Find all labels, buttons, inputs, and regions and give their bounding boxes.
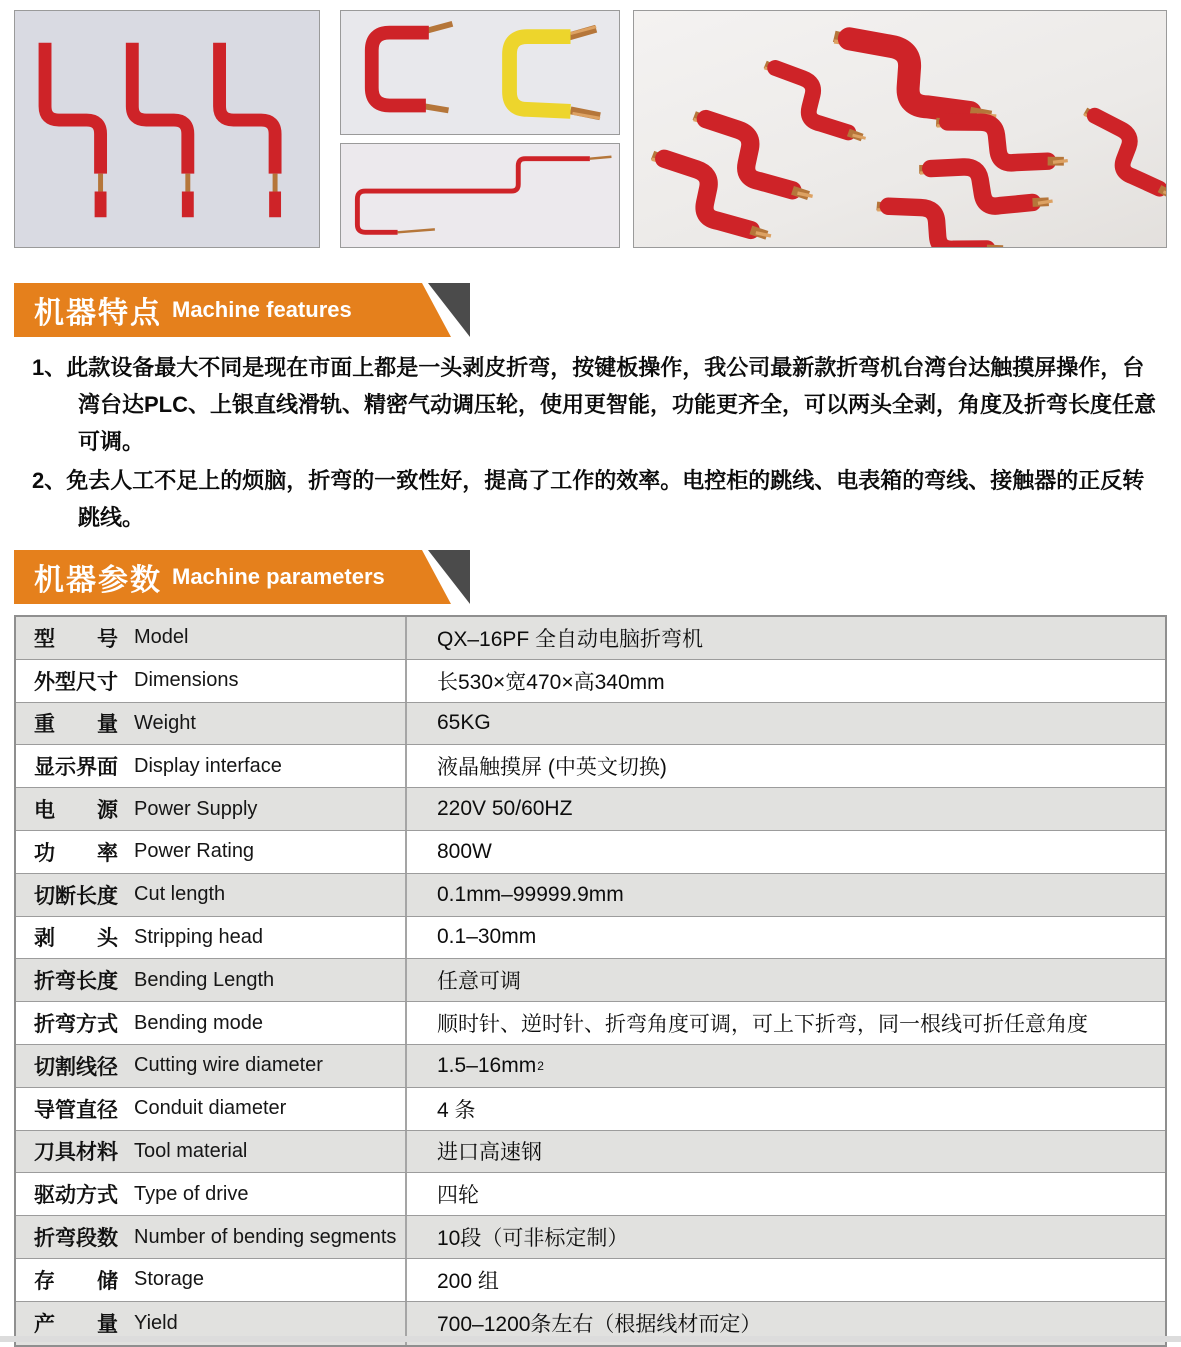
parameter-label-cn: 产 量 [34,1313,118,1337]
parameter-row [16,703,1165,746]
parameter-row [16,874,1165,917]
parameter-row [16,1002,1165,1045]
parameter-value: 10段（可非标定制） [437,1227,629,1251]
parameter-label-en: Cut length [134,883,226,906]
parameter-value: 0.1–30mm [437,925,537,949]
parameter-label-cell [16,745,407,787]
parameter-value: 任意可调 [437,970,521,994]
photo-middle-column [340,10,620,248]
page-bottom-strip [0,1336,1181,1342]
parameter-label-cn: 剥 头 [34,927,118,951]
parameter-value: 700–1200条左右（根据线材而定） [437,1313,762,1337]
parameter-label-cell [16,660,407,702]
parameter-value: 0.1mm–99999.9mm [437,882,624,906]
parameter-label-cell [16,959,407,1001]
parameter-value: 进口高速钢 [437,1141,542,1165]
photo-long-stepped-wire [340,143,620,248]
parameter-label-cn: 功 率 [34,841,118,865]
features-list [32,349,1161,536]
parameter-value: 液晶触摸屏 (中英文切换) [437,756,667,780]
parameter-row [16,1173,1165,1216]
parameter-label-cn: 驱动方式 [34,1184,118,1208]
parameter-label-cn: 重 量 [34,713,118,737]
parameter-value: 220V 50/60HZ [437,797,573,821]
feature-number: 1、 [32,355,67,380]
parameter-label-cell [16,617,407,659]
parameter-label-cn: 外型尺寸 [34,670,118,694]
parameter-label-cn: 折弯段数 [34,1227,118,1251]
photo-three-z-bent-wires [14,10,320,248]
parameters-banner-title-cn: 机器参数 [34,564,162,597]
parameter-value: 200 组 [437,1269,499,1293]
parameter-label-en: Dimensions [134,669,239,692]
parameter-label-cell [16,1173,407,1215]
parameter-label-cell [16,1259,407,1301]
feature-number: 2、 [32,468,67,493]
parameter-row [16,1259,1165,1302]
parameter-row [16,959,1165,1002]
parameter-label-cell [16,1088,407,1130]
wire-pile-illustration [634,11,1166,247]
parameter-label-en: Display interface [134,754,282,777]
parameter-value: 长530×宽470×高340mm [437,670,665,694]
features-banner-title-cn: 机器特点 [34,297,162,330]
parameters-banner-title [34,550,385,604]
photo-u-bent-wires [340,10,620,135]
parameter-row [16,660,1165,703]
parameter-row [16,917,1165,960]
parameter-label-en: Power Rating [134,840,255,863]
parameter-label-en: Bending Length [134,968,275,991]
parameter-label-cell [16,1131,407,1173]
parameter-row [16,1216,1165,1259]
parameter-label-cell [16,703,407,745]
parameter-value: 800W [437,839,492,863]
product-photos-row [14,10,1167,248]
parameter-label-en: Number of bending segments [134,1225,397,1248]
feature-item-2 [32,462,1161,536]
parameter-label-en: Tool material [134,1139,248,1162]
parameter-label-cell [16,788,407,830]
parameter-label-cn: 导管直径 [34,1098,118,1122]
parameter-label-cn: 折弯方式 [34,1013,118,1037]
parameter-row [16,1045,1165,1088]
long-stepped-wire-illustration [341,144,619,247]
parameter-label-en: Storage [134,1268,205,1291]
parameter-label-cell [16,1045,407,1087]
parameter-value: 1.5–16mm 2 [437,1053,544,1077]
parameters-banner [14,550,484,604]
feature-text: 此款设备最大不同是现在市面上都是一头剥皮折弯，按键板操作，我公司最新款折弯机台湾台达触摸屏操作，台湾台达PLC、上银直线滑轨、精密气动调压轮，使用更智能，功能更齐全，可以两头全剥，角度及折弯长度任意可调。 [66,355,1157,454]
parameter-label-en: Conduit diameter [134,1097,287,1120]
features-banner [14,283,484,337]
parameter-label-cell [16,1216,407,1258]
parameter-label-cell [16,1002,407,1044]
parameter-label-cell [16,831,407,873]
parameter-row [16,1131,1165,1174]
parameter-label-cn: 切割线径 [34,1055,118,1079]
z-bent-wires-illustration [15,11,319,247]
parameter-row [16,788,1165,831]
parameter-label-cn: 电 源 [34,799,118,823]
photo-wire-pile [633,10,1167,248]
parameter-row [16,831,1165,874]
feature-text: 免去人工不足上的烦脑，折弯的一致性好，提高了工作的效率。电控柜的跳线、电表箱的弯线、接触器的正反转跳线。 [66,468,1145,530]
parameter-row [16,745,1165,788]
parameter-label-en: Stripping head [134,925,263,948]
parameter-row [16,617,1165,660]
parameter-label-en: Type of drive [134,1182,249,1205]
parameter-label-cn: 显示界面 [34,756,118,780]
parameter-label-cell [16,917,407,959]
parameter-label-en: Yield [134,1311,178,1334]
parameter-label-en: Weight [134,711,196,734]
u-bent-wires-illustration [341,11,619,134]
parameter-label-cn: 折弯长度 [34,970,118,994]
parameter-label-cell [16,874,407,916]
parameter-value: 65KG [437,711,491,735]
parameter-label-en: Power Supply [134,797,258,820]
parameter-label-cn: 切断长度 [34,884,118,908]
parameter-value: 4 条 [437,1098,476,1122]
parameter-value: QX–16PF 全自动电脑折弯机 [437,627,704,651]
parameter-label-cn: 存 储 [34,1269,118,1293]
features-banner-title-en: Machine features [172,297,352,322]
parameter-label-cn: 型 号 [34,627,118,651]
parameter-value: 四轮 [437,1184,479,1208]
parameter-label-en: Model [134,626,189,649]
parameter-row [16,1088,1165,1131]
parameter-label-en: Bending mode [134,1011,263,1034]
parameter-value: 顺时针、逆时针、折弯角度可调，可上下折弯，同一根线可折任意角度 [437,1013,1088,1037]
feature-item-1 [32,349,1161,460]
features-banner-title [34,283,352,337]
parameter-label-cn: 刀具材料 [34,1141,118,1165]
parameters-banner-title-en: Machine parameters [172,564,385,589]
parameter-label-en: Cutting wire diameter [134,1054,323,1077]
parameters-table [14,615,1167,1347]
